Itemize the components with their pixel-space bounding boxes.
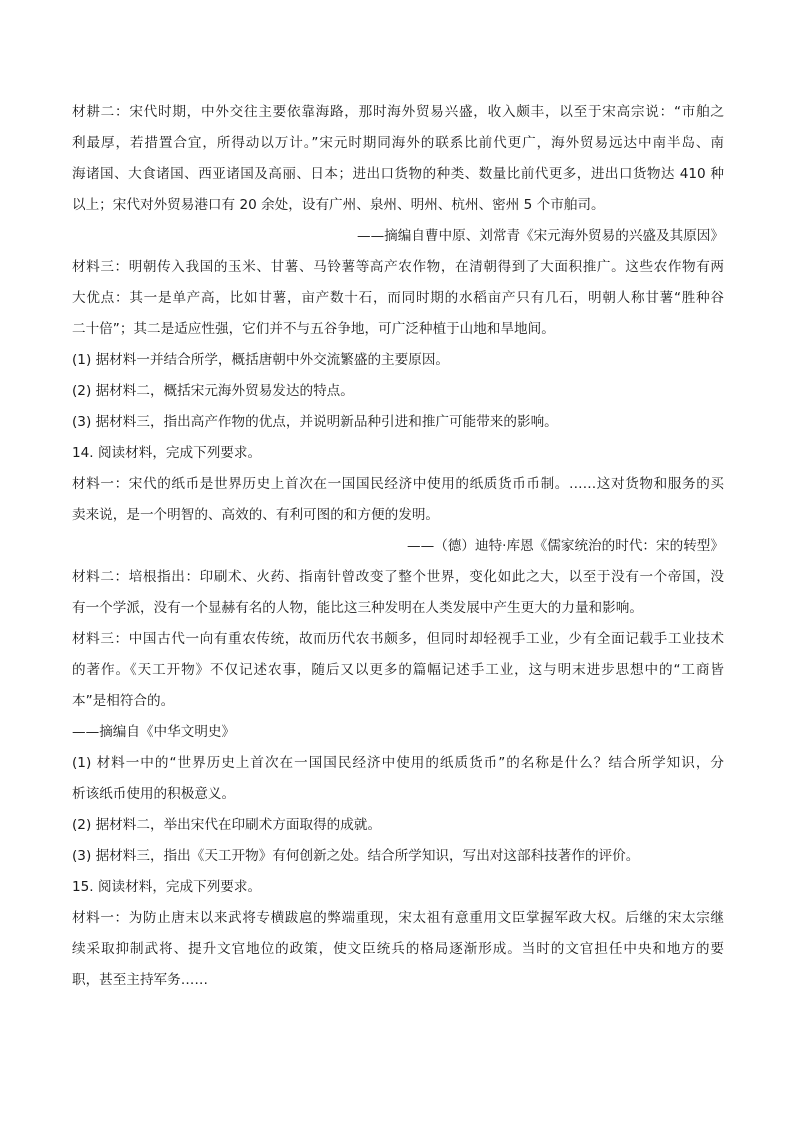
paragraph-line: 材料一：宋代的纸币是世界历史上首次在一国国民经济中使用的纸质货币币制。……这对货物和服务的买 bbox=[72, 476, 724, 492]
paragraph-line: 续采取抑制武将、提升文官地位的政策，使文臣统兵的格局逐渐形成。当时的文官担任中央和地方的要 bbox=[72, 941, 724, 957]
source-citation: ——摘编自《中华文明史》 bbox=[72, 724, 236, 740]
paragraph-line: 利最厚，若措置合宜，所得动以万计。”宋元时期同海外的联系比前代更广，海外贸易远达中南半岛、南 bbox=[72, 135, 724, 151]
paragraph-line: 大优点：其一是单产高，比如甘薯，亩产数十石，而同时期的水稻亩产只有几石，明朝人称甘薯“胜种谷 bbox=[72, 290, 724, 306]
source-citation: ——（德）迪特·库恩《儒家统治的时代：宋的转型》 bbox=[407, 538, 724, 554]
question-item: (1) 据材料一并结合所学，概括唐朝中外交流繁盛的主要原因。 bbox=[72, 352, 450, 368]
paragraph-line: 海诸国、大食诸国、西亚诸国及高丽、日本；进出口货物的种类、数量比前代更多，进出口货物达 410 种 bbox=[72, 166, 724, 182]
paragraph-line: 材料一：为防止唐末以来武将专横跋扈的弊端重现，宋太祖有意重用文臣掌握军政大权。后继的宋太宗继 bbox=[72, 910, 724, 926]
paragraph-line: 二十倍”；其二是适应性强，它们并不与五谷争地，可广泛种植于山地和旱地间。 bbox=[72, 321, 555, 337]
paragraph-line: 的著作。《天工开物》不仅记述农事，随后又以更多的篇幅记述手工业，这与明末进步思想中的“工商皆 bbox=[72, 662, 724, 678]
question-item: (3) 据材料三，指出高产作物的优点，并说明新品种引进和推广可能带来的影响。 bbox=[72, 414, 558, 430]
paragraph-line: 材耕二：宋代时期，中外交往主要依靠海路，那时海外贸易兴盛，收入颇丰，以至于宋高宗说：“市舶之 bbox=[72, 104, 724, 120]
paragraph-line: 有一个学派，没有一个显赫有名的人物，能比这三种发明在人类发展中产生更大的力量和影响。 bbox=[72, 600, 643, 616]
paragraph-line: 以上；宋代对外贸易港口有 20 余处，设有广州、泉州、明州、杭州、密州 5 个市舶司。 bbox=[72, 197, 605, 213]
question-item: 析该纸币使用的积极意义。 bbox=[72, 786, 236, 802]
paragraph-line: 职，甚至主持军务…… bbox=[72, 972, 208, 988]
question-heading: 14. 阅读材料，完成下列要求。 bbox=[72, 445, 262, 461]
paragraph-line: 材料二：培根指出：印刷术、火药、指南针曾改变了整个世界，变化如此之大，以至于没有一个帝国，没 bbox=[72, 569, 724, 585]
question-item: (1) 材料一中的“世界历史上首次在一国国民经济中使用的纸质货币”的名称是什么？结合所学知识，分 bbox=[72, 755, 724, 771]
paragraph-line: 材料三：明朝传入我国的玉米、甘薯、马铃薯等高产农作物，在清朝得到了大面积推广。这些农作物有两 bbox=[72, 259, 724, 275]
source-citation: ——摘编自曹中原、刘常青《宋元海外贸易的兴盛及其原因》 bbox=[356, 228, 724, 244]
question-item: (3) 据材料三，指出《天工开物》有何创新之处。结合所学知识，写出对这部科技著作的评价。 bbox=[72, 848, 640, 864]
paragraph-line: 材料三：中国古代一向有重农传统，故而历代农书颇多，但同时却轻视手工业，少有全面记载手工业技术 bbox=[72, 631, 724, 647]
question-item: (2) 据材料二，概括宋元海外贸易发达的特点。 bbox=[72, 383, 354, 399]
paragraph-line: 本”是相符合的。 bbox=[72, 693, 175, 709]
question-heading: 15. 阅读材料，完成下列要求。 bbox=[72, 879, 262, 895]
paragraph-line: 卖来说，是一个明智的、高效的、有利可图的和方便的发明。 bbox=[72, 507, 440, 523]
question-item: (2) 据材料二，举出宋代在印刷术方面取得的成就。 bbox=[72, 817, 382, 833]
